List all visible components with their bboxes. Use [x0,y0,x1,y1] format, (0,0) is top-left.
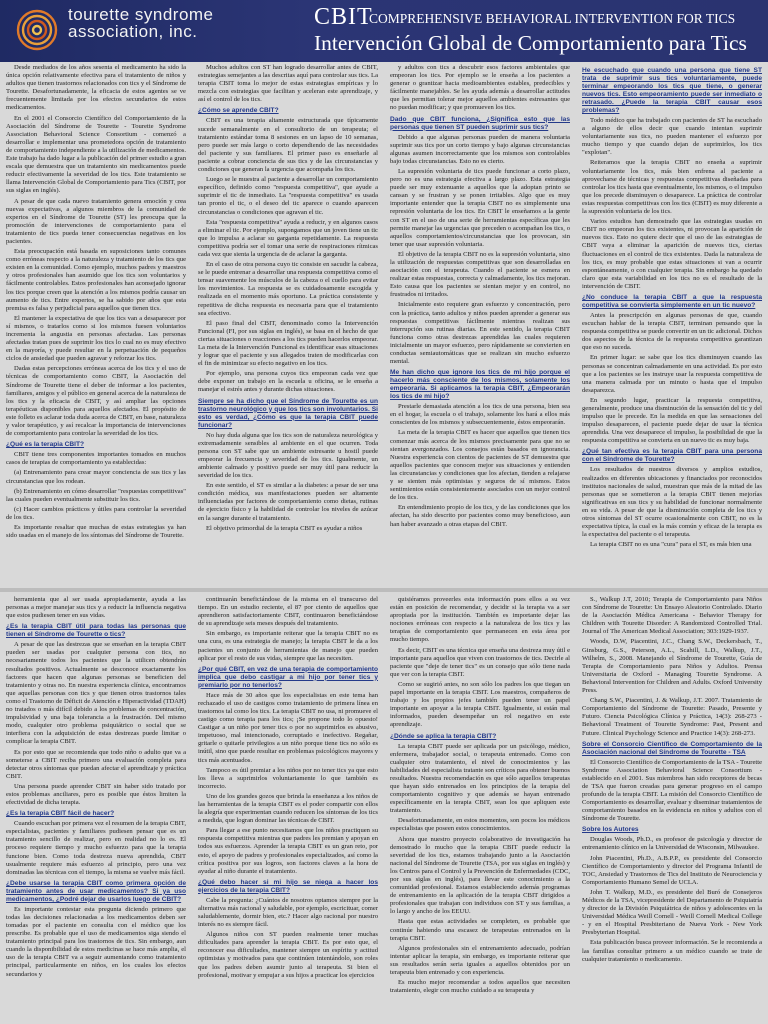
body-paragraph: Douglas Woods, Ph.D., es profesor de psicología y director de entrenamiento clínico en la Universidad de Wisconsin, Milwaukee. [582,836,762,852]
body-paragraph: Desafortunadamente, en estos momentos, son pocos los médicos especialistas que poseen estos conocimientos. [390,817,570,833]
body-paragraph: Dadas estas percepciones erróneas acerca de los tics y el uso de técnicas de comportamiento como CBIT, la Asociación del Síndrome de Tourette tiene el deber de informar a los pacientes, familiares, amigos y el público en general acerca de la naturaleza de los tics y la eficacia de CBIT, y así ampliar las opciones terapéuticas disponibles para aquellos afectados. El propósito de este folleto es aclarar toda duda acerca de CBIT, en base, naturaleza y valor terapéutico, y así recalcar la importancia de intervenciones de comportamiento para controlar la severidad de los tics. [6,365,186,438]
body-paragraph: El Consorcio Científico de Comportamiento de la TSA - Tourette Syndrome Association Behavioral Science Consortium - establecido en el 2001. Sus miembros han sido receptores de becas de TSA que fueron creadas para generar progreso en el campo profundo de la terapia CBIT. La misión del Consorcio Científico de Comportamiento es desarrollar, evaluar y diseminar tratamientos de comportamiento basados en la evidencia en niños y adultos con el Síndrome de Tourette. [582,758,762,823]
body-paragraph: Prestarle demasiada atención a los tics de una persona, bien sea en el hogar, la escuela o el trabajo, solamente los hará a ellos más conscientes de los mismos y subsecuentemente, éstos empeorarán. [390,403,570,427]
body-paragraph: quisiéramos proveerles esta información pues ellos a su vez están en posición de recomendar, y decidir si la terapia va a ser apropiada por la institución. También es importante dejar las nociones erróneas con respecto a la naturaleza de los tics y las terapias de comportamiento que permanecen en esta área por mucho tiempo. [390,596,570,644]
body-paragraph: Debido a que algunas personas pueden de manera voluntaria suprimir sus tics por un corto tiempo y bajo algunas circunstancias algunas asumen incorrectamente que los mismos son controlables bajo todas circunstancias. Esto no es cierto. [390,133,570,165]
body-paragraph: Hace más de 30 años que los especialistas en este tema han rechazado el uso de castigos como tratamiento de primera línea en trastornos tal como los tics. La terapia CBIT no usa, ni promueve el castigo como terapia para los tics; ¡Se propone todo lo opuesto! Castigar a un niño por tener tics o por no suprimirlos es abusivo, impetuoso, mal intencionado, corruptado e inefectivo. Regañar, gritarle o quitarle privilegios a un niño porque tiene tics no sólo es inútil, sino que puede resultar en problemas psicológicos mayores y tics más acentuados. [198,691,378,764]
section-heading: Sobre los Autores [582,826,639,834]
page2-column-3 [390,596,570,1024]
page1-column-4 [582,64,762,584]
body-paragraph: El objetivo de la terapia CBIT no es la supresión voluntaria, sino la utilización de respuestas competitivas que son desarrolladas en asociación con el terapeuta. Cuando el paciente se esmera en realizar estas respuestas, correcta y calmadamente, los tics mejoran. Esto causa que los pacientes se sientan mejor y en control, no frustrados ni irritados. [390,250,570,299]
cbit-title: CBIT [314,4,373,30]
body-paragraph: Woods, D.W, Piacentini, J.C., Chang S.W., Deckersbach, T., Ginsburg, G.S., Peterson, A.L., Scahill, L.D., Walkup, J.T., Wilhelm, S., 2008. Manejando el Síndrome de Tourette, Guía de Terapia de Comportamiento para Niños y Adultos. Prensa Universitaria de Oxford - Managing Tourette Syndrome. A Behavioral Intervention for Children and Adults. Oxford University Press. [582,638,762,695]
body-paragraph: El mantener la expectativa de que los tics van a desaparecer por sí mismos, o tratarlos como si los mismos fuesen voluntarios incrementa la angustia en personas afectadas. Las personas afectadas tratan pues de suprimir los tics lo cual no es muy efectivo en la mayoría, y puede resultar en la perpetuación de pequeños ciclos de ansiedad que pueden agravar y reforzar los tics. [6,314,186,363]
body-paragraph: Esta "respuesta competitiva" ayuda a reducir, y en algunos casos a eliminar el tic. Por ejemplo, supongamos que un joven tiene un tic que lo impulsa a aclarar su garganta repetidamente. La respuesta competitiva podría ser el tomar una serie de respiraciones rítmicas cada vez que sienta la urgencia de de aclarar la garganta. [198,218,378,258]
body-paragraph: herramienta que al ser usada apropiadamente, ayuda a las personas a mejor manejar sus tics y a reducir la influencia negativa que estos pudiesen tener en sus vidas. [6,596,186,620]
body-paragraph: Sin embargo, es importante reiterar que la terapia CBIT no es una cura, es una estrategia de manejo; la terapia CBIT le da a los pacientes un conjunto de herramientas de manejo que pueden aplicar por el resto de sus vidas, siempre que las necesiten. [198,630,378,662]
body-paragraph: Inicialmente esto requiere gran esfuerzo y concentración, pero con la práctica, tanto adultos y niños pueden aprender a generar sus respuestas competitivas fácilmente mientras realizan sus interrupción sus rutinas diarias. En este sentido, la terapia CBIT funciona como otras destrezas aprendidas las cuales requieren inicialmente un mayor esfuerzo, pero rápidamente se convierten en conductas semiautomáticas que se realizan sin mucho esfuerzo mental. [390,301,570,366]
body-paragraph: John T. Walkup, M.D., es presidente del Buró de Consejeros Médicos de la TSA, vicepresidente del Departamento de Psiquiatría y director de la División Psiquiátrica de niños y adolescentes en la Universidad Médica Weill Cornell - Weill Cornell Medical College - y en el Hospital Presbiteriano de Nueva York - New York Presbyterian Hospital. [582,888,762,937]
body-paragraph: John Piacentini, Ph.D., A.B.P.P., es presidente del Consorcio Científico de Comportamiento y director del Programa Infantil de TOC, Ansiedad y Trastornos de Tics del Instituto de Neurociencia y Comportamiento Humano Semel de UCLA. [582,854,762,886]
page2-column-4 [582,596,762,1024]
section-heading: ¿Qué es la terapia CBIT? [6,441,85,449]
body-paragraph: A pesar de que cada nuevo tratamiento genera emoción y crea nuevas expectativas, a algunos miembros de la comunidad de expertos en el Síndrome de Tourette (ST) les preocupa que la promoción de intervenciones de comportamiento para el tratamiento de tics pueda tener consecuencias negativas en los pacientes. [6,197,186,245]
body-paragraph: Para llegar a ese punto necesitamos que los niños practiquen su respuesta competitiva mientras que padres les premian y apoyan en todos sus esfuerzos. Aprender la terapia CBIT es un gran reto, por esto, el apoyo de padres y profesionales especializados, así como la crítica positiva por sus logros, son factores claves a la hora de ayudar al niño durante el tratamiento. [198,827,378,875]
body-paragraph: y adultos con tics a descubrir esos factores ambientales que empeoran los tics. Por ejemplo se le enseña a los pacientes a generar o grantizar hacia medioambientes estables, predecibles y fácilmente manejables. Se les ayuda además a desarrollar actitudes que les permitan tolerar mejor aquellos ambientes estresantes que no puedan modificar; y que promueven los tics. [390,64,570,112]
body-paragraph: CBIT tiene tres componentes importantes tomados en muchos casos de terapias de comportamiento ya establecidas: [6,451,186,467]
body-paragraph: En entendimiento propio de los tics, y de las condiciones que los afectan, ha sido descrito por pacientes como muy beneficioso, aun han haber avanzado a otras etapas del CBIT. [390,504,570,528]
body-paragraph: Algunos profesionales sin el entrenamiento adecuado, podrían intentar aplicar la terapia, sin embargo, es importante reiterar que sus resultados serán seria iguales a aquellos obtenidos por un terapeuta bien entrenado y con experiencia. [390,944,570,977]
body-paragraph: Cabe la pregunta: ¿Cuántos de nosotros optamos siempre por la alternativa más racional y saludable, por ejemplo, escricituar, comer saludablemente, dormir bien, etc.? Hacer algo racional por nuestro interés no es siempre fácil. [198,896,378,929]
page2-column-1 [6,596,186,1024]
body-paragraph: En primer lugar: se sabe que los tics disminuyen cuando las personas se concentran calmadamente en una actividad. Es por esto que a los pacientes se les instruye usar la respuesta competitiva de una manera calmada por un minuto o hasta que el impulso desaparezca. [582,354,762,394]
section-heading: ¿Debe usarse la terapia CBIT como primera opción de tratamiento antes de usar medicamentos? Si ya uso medicamentos, ¿Podré dejar de usarlos luego de CBIT? [6,879,186,903]
body-paragraph: No hay duda alguna que los tics son de naturaleza neurológica y extremadamente sensibles al ambiente en el que ocurren. Toda persona con ST sabe que un ambiente estresante u hostil puede empeorar la frecuencia y severidad de los tics. Igualmente, un ambiente calmado y positivo puede ser muy útil para reducir la severidad de los tics. [198,431,378,480]
body-paragraph: Es decir, CBIT es una técnica que enseña una destreza muy útil e importante para aquellos que viven con trastornos de tics. Decirle al paciente que "deje de tener tics" es un consejo que sólo tiene nada que ver con la terapia CBIT. [390,646,570,678]
section-heading: ¿Por qué CBIT, en vez de una terapia de comportamiento implica que debo castigar a mi hijo por tener tics y premiarlo por no tenerlos? [198,665,378,689]
body-paragraph: Los resultados de nuestros diversos y amplios estudios, realizados en diferentes ubicaciones y financiados por reconocidos institutos nacionales de salud, muestran que más de la mitad de las personas que se sometieron a la terapia CBIT tienen mejorías significativas en sus tics y su habilidad de funcionar normalmente en su vida. A pesar de que la disminución completa de los tics y otros síntomas del ST ocurre ocasionalmente con CBIT, no es la expectativa típica, la cual es la más común y eficaz de la terapia es la expectativa del paciente o el terapeuta. [582,466,762,539]
body-paragraph: El paso final del CBIT, denominado como la Intervención Funcional (FI, por sus siglas en inglés), se basa en el hecho de que ciertas situaciones o reacciones a los tics pueden hacerlos empeorar. La meta de la Intervención Funcional es identificar esas situaciones y lograr que el paciente y sus allegados traten de modificarlas con el fin de minimizar su efecto negativo en los tics. [198,319,378,368]
body-paragraph: La terapia CBIT puede ser aplicada por un psicólogo, médico, enfermera, trabajador social, o terapeuta entrenado. Como con cualquier otro tratamiento, el nivel de conocimientos y las habilidades del especialista tratante son críticos para obtener buenos resultados. Nuestra recomendación es que sólo aquellos terapeutas que hayan sido entrenados en los principios de la terapia del comportamiento cognitivo y que además se hayan entrenado específicamente en la terapia CBIT, sean los que apliquen este tratamiento. [390,742,570,815]
body-paragraph: S., Walkup J.T, 2010; Terapia de Comportamiento para Niños con Síndrome de Tourette: Un Ensayo Aleatorio Controlado. Diario de la Asociación Médica Americana - Behavior Therapy for Children with Tourette Disorder: A Randomized Controlled Trial. Journal of The American Medical Association; 303:1929-1937. [582,596,762,636]
body-paragraph: Todo médico que ha trabajado con pacientes de ST ha escuchado a alguno de ellos decir que cuando intentan suprimir voluntariamente sus tics, no pueden mantener el esfuerzo por mucho tiempo y que cuando dejan de suprimirlos, los tics "explotan". [582,117,762,157]
body-paragraph: La terapia CBIT no es una "cura" para el ST, es más bien una [590,541,752,549]
section-heading: ¿Dónde se aplica la terapia CBIT? [390,732,497,740]
section-heading: Me han dicho que ignore los tics de mi hijo porque el hacerlo más consciente de los mismos, solamente los empeoraría. Si aplicamos la terapia CBIT, ¿Empeorarán los tics de mi hijo? [390,369,570,401]
cbit-subtitle: COMPREHENSIVE BEHAVIORAL INTERVENTION FOR TICS [369,11,736,26]
body-paragraph: Por ejemplo, una persona cuyos tics empeoran cada vez que debe exponer un trabajo en la escuela u oficina, se le enseña a manejar el estrés antes y durante dichas situaciones. [198,370,378,394]
body-paragraph: En este sentido, el ST es similar a la diabetes: a pesar de ser una condición médica, sus manifestaciones pueden ser altamente influenciadas por factores de comportamiento como dietas, rutinas de ejercicio físico y la habilidad de controlar los niveles de azúcar en la sangre durante el tratamiento. [198,482,378,522]
section-heading: ¿Es la terapia CBIT útil para todas las personas que tienen el Síndrome de Tourette o tics? [6,623,186,639]
body-paragraph: CBIT es una terapia altamente estructurada que típicamente sucede semanalmente en el consultorio de un terapeuta; el tratamiento estándar toma 8 sesiones en un lapso de 10 semanas, pero puede ser más largo o corto dependiendo de las necesidades del paciente y sus familiares. El primer paso es enseñarle al paciente a cobrar conciencia de sus tics y de las circunstancias y condiciones que generan la urgencia que acompaña los tics. [198,117,378,174]
section-heading: ¿Qué tan efectiva es la terapia CBIT para una persona con el Síndrome de Tourette? [582,448,762,464]
body-paragraph: Es mucho mejor recomendar a todos aquellos que necesiten tratamiento, elegir con mucho cuidado a su terapeuta y [390,979,570,995]
section-heading: He escuchado que cuando una persona que tiene ST trata de suprimir sus tics voluntariamente, puede terminar empeorando los tics que tiene, o generar nuevos tics. Esto empeoramiento puede ser inmediato o retrasado. ¿Puede la terapia CBIT causar esos problemas? [582,67,762,114]
body-paragraph: Esta publicación busca proveer información. Se le recomienda a las familias consultar primero a un médico cuando se trate de cualquier tratamiento o medicamento. [582,939,762,963]
org-line-1: tourette syndrome [68,5,214,24]
section-heading: ¿Es la terapia CBIT fácil de hacer? [6,810,115,818]
body-paragraph: La supresión voluntaria de tics puede funcionar a corto plazo, pero no es una estrategia efectiva a largo plazo. Esta estrategia puede ser muy extenuante a aquellos que la adoptan printo se cansan y se frustran y se ponen irritables. Algo que es muy importante entender que la terapia CBIT no es simplemente una represión voluntaria de los tics. En CBIT le enseñamos a la gente con ST en el uso de una serie de herramientas específicas que les permite manejar las urgencias que preceden o acompañan los tics, o aquellos comportamientos/circunstancias que los provocan, sin tener que usar supresión voluntaria. [390,167,570,248]
body-paragraph: Tampoco es útil premiar a los niños por no tener tics ya que esto los lleva a suprimirlos voluntariamente lo que también es incorrecto. [198,766,378,790]
body-paragraph: La meta de la terapia CBIT es hacer que aquellos que tienen tics comenzar más acerca de los mismos precisamente para que no se sientan avergonzados. Los consejos están basados en ignorancia. Nuestra experiencia con cientos de pacientes de ST demuestra que aquellos pacientes que conocen mejor sus situaciones y entienden las circunstancias y condiciones que los afectan, tienden a relajarse y se sienten más optimistas y seguros de sí mismos. Estos sentimientos están consistentemente asociados con un mejor control de los tics. [390,429,570,502]
organization-name [68,6,214,40]
page1-column-2 [198,64,378,584]
body-paragraph: Antes la prescripción en algunas personas de que, cuando escuchan hablar de la terapia CBIT, terminan pensando que la respuesta competitiva se puede convertir en un tic adicional. Dichos dos aspectos de la técnica de la respuesta competitiva garantizan que eso no suceda. [582,311,762,352]
body-paragraph: Cuando escuchan por primera vez el resumen de la terapia CBIT, especialistas, pacientes y familiares pudiesen pensar que es un tratamiento sencillo de realizar, pero en realidad no lo es. El proceso requiere tiempo y mucho esfuerzo para que la terapia funcione bien. Como toda destreza nueva aprendida, CBIT usualmente requiere más esfuerzo al principio, pero una vez dominadas las técnicas con el tiempo, la misma se vuelve más fácil. [6,820,186,876]
header-banner [0,0,768,62]
body-paragraph: Como se sugirió antes, no son sólo los padres los que tiegan un papel importante en la terapia CBIT. Los maestros, compañeros de trabajo y los propios jefes también pueden tener un papel importante en apoyar a la terapia CBIT. Igualmente, si están mal informados, pueden desempeñar un rol negativo en este aprendizaje. [390,680,570,729]
body-paragraph: Reiteramos que la terapia CBIT no enseña a suprimir voluntariamente los tics, más bien enfrena al paciente a aprovecharse de técnicas y respuestas competitivas diseñadas para controlar los tics hasta que eventualmente, los mismos, o el impulso que los precede disminuyen o desaparece. La práctica de controlar estas respuestas competitivas con los tics (CBIT) es muy diferente a la supresión voluntaria de los tics. [582,159,762,216]
section-heading: ¿Cómo se aprende CBIT? [198,107,279,115]
org-line-2: association, inc. [68,22,198,41]
body-paragraph: Luego se le muestra al paciente a desarrollar un comportamiento específico, definido como "respuesta competitiva", que ayude a suprimir el tic de inmediato. La "respuesta competitiva" es usada tan pronto el tic, o el deseo del tic aparece o cuando aparecen circunstancias o condiciones que agravan el tic. [198,176,378,216]
page2-column-2 [198,596,378,1024]
body-paragraph: Ahora que nuestro proyecto colaborativo de investigación ha demostrado lo mucho que la terapia CBIT puede reducir la severidad de los tics, estamos trabajando junto a la Asociación nacional del Síndrome de Tourette (TSA, por sus siglas en inglés) y los Centros para el Control y la Prevención de Enfermedades (CDC, por sus siglas en inglés), para llevar este conocimiento a la comunidad profesional. Estamos estableciendo además programas de entrenamiento en la aplicación de la terapia CBIT dirigidos a profesionales que trabajan con individuos con ST y sus familias, a lo largo y ancho de los EEUU. [390,835,570,916]
body-paragraph: En segundo lugar, practicar la respuesta competitiva, generalmente, produce una disminución de la sensación del tic y del impulso que le precede. En la medida en que las sensaciones del impulso desaparecen, el paciente puede dejar de usar la técnica aprendida. Una vez desaparece el impulso, la posibilidad de que la respuesta competitiva se convierta en un nuevo tic es muy baja. [582,396,762,445]
body-paragraph: Varios estudios han demostrado que las estrategias usadas en CBIT no empeoran los tics existentes, ni provocan la aparición de nuevos tics. Esto no quiere decir que el uso de las estrategias de CBIT vaya a eliminar la aparición de nuevos tics, ciertas fluctuaciones en el control de tics existentes. Dada la naturaleza de los tics, es muy probable que estas situaciones si van a ocurrir espontáneamente, o con cualquier terapia. Sin embargo ha quedado claro que esta variabilidad en los tics no es el resultado de la intervención de CBIT. [582,218,762,290]
body-paragraph: Es importante contestar esta pregunta diciendo primero que todas las decisiones relacionadas a los medicamentos deben ser tomadas por el paciente en consulta con el médico que los prescribe. Es probable que el uso de medicamentos siga siendo el tratamiento principal para los trastornos de tics. Sin embargo, aun cuando la disponibilidad de estos medicinas se hace más amplia, el uso de la terapia CBIT va a seguir aumentando como tratamiento principal, particularmente en niños, en los cuales los efectos secundarios y [6,905,186,978]
page-divider [0,588,768,592]
section-heading: Sobre el Consorcio Científico de Comportamiento de la Asociación nacional del Síndrome de Tourette - TSA [582,740,762,756]
body-paragraph: Hasta que estas actividades se completen, es probable que continúe habiendo una escasez de terapeutas entrenados en la terapia CBIT. [390,918,570,942]
body-paragraph: Esta preocupación está basada en suposiciones tanto comunes como erróneas respecto a la naturaleza y tratamiento de los tics que existen en la comunidad. Como ejemplo, muchos padres y maestros y otros profesionales han asumido que los tics son voluntarios y fácilmente controlables. Estos profesionales han aconsejado ignorar los tics porque creen que la atención a los mismos podría causar un aumento de tics. Entre expertos, se ha sabido por años que esta premisa es falsa y perjudicial para aquellos que tienen tics. [6,248,186,312]
body-paragraph: (b) Entrenamiento en cómo desarrollar "respuestas competitivas" las cuales pueden eventualmente substituir los tics. [6,487,186,503]
section-heading: ¿No conduce la terapia CBIT a que la respuesta competitiva se convierta simplemente en un tic nuevo? [582,293,762,309]
body-paragraph: Muchos adultos con ST han logrado desarrollar antes de CBIT, estrategias semejantes a las descritas aquí para controlar sus tics. La terapia CBIT toma lo mejor de estas estrategias empíricas y lo mezcla con estrategias que facilitan y aceleran este aprendizaje, y así el control de los tics. [198,64,378,104]
page1-column-3 [390,64,570,584]
tsa-logo-icon [14,8,60,52]
body-paragraph: Una persona puede aprender CBIT sin haber sido tratado por estos problemas anciliares, pero es posible que éstos limiten la efectividad de dicha terapia. [6,782,186,807]
body-paragraph: Chang S.W., Piacentini, J. & Walkup, J.T. 2007. Tratamiento de Comportamiento del Síndrome de Tourette: Pasado, Presente y Futuro. Ciencia Psicológica Clínica y Práctica, 14(3): 268-273 - Behavioral Treatment of Tourette Syndrome: Past, Present and Future. Clinical Psychology Science and Practice 14(3): 268-273. [582,697,762,737]
section-heading: Dado que CBIT funciona, ¿Significa esto que las personas que tienen ST pueden suprimir sus tics? [390,115,570,131]
body-paragraph: Es importante resaltar que muchas de estas estrategias ya han sido usadas en el manejo de los síntomas del Síndrome de Tourette. [6,523,186,540]
body-paragraph: continuarán beneficiándose de la misma en el transcurso del tiempo. En un estudio reciente, el 87 por ciento de aquellos que aprendieron satisfactoriamente CBIT, continuaron beneficiándose de su aprendizaje seis meses después del tratamiento. [198,596,378,628]
section-heading: ¿Qué debo hacer si mi hijo se niega a hacer los ejercicios de la terapia CBIT? [198,878,378,894]
page-2 [6,596,762,1024]
body-paragraph: Algunos niños con ST pueden realmente tener muchas dificultades para aprender la terapia CBIT. Es por esto que, el reconocer esa dificultades, mantener siempre un espíritu y actitud optimistas y motivados para que continúen intentándolo, son roles que los padres deben asumir junto al terapeuta. Si bien el profesional, motivar y empujar a sus hijos a practicar los ejercicios [198,931,378,979]
body-paragraph: Es por esto que se recomienda que todo niño o adulto que va a someterse a CBIT reciba primero una evaluación completa para detectar otros síntomas que puedan afectar el aprendizaje y práctica CBIT. [6,748,186,780]
body-paragraph: Desde mediados de los años sesenta el medicamento ha sido la única opción relativamente efectiva para el tratamiento de niños y adultos que tienen trastornos relacionados con tics y el Síndrome de Tourette. Desafortunadamente, la eficacia de estos agentes se ve frecuentemente limitada por los efectos secundarios de estos medicamentos. [6,64,186,112]
body-paragraph: En el 2001 el Consorcio Científico del Comportamiento de la Asociación del Síndrome de Tourette - Tourette Syndrome Association Behavioral Science Consortium - comenzó a desarrollar e implementar una prometedora opción de tratamiento de comportamiento independiente a la utilización de medicamentos. Este trabajo ha dado lugar a la publicación del primer estudio a gran escala que demuestra que un tratamiento sin medicamentos puede reducir efectivamente la severidad de los tics. Este tratamiento se llama Intervención Global de Comportamiento para Tics (CBIT, por sus siglas en inglés). [6,114,186,195]
body-paragraph: (c) Hacer cambios prácticos y útiles para controlar la severidad de los tics. [6,505,186,521]
section-heading: Siempre se ha dicho que el Síndrome de Tourette es un trastorno neurológico y que los tics son involuntarios. Si esto es verdad, ¿Cómo es que la terapia CBIT puede funcionar? [198,397,378,429]
body-paragraph: En el caso de otra persona cuyo tic consiste en sacudir la cabeza, se le puede entrenar a desarrollar una respuesta competitiva como el tensar suavemente los músculos de la cabeza o el cuello para evitar los movimientos. La respuesta se es cuidadosamente escogida y realizada en el momento más oportuno. La práctica consistente y repetitiva de dicha respuesta es necesaria para que el tratamiento sea efectivo. [198,261,378,317]
page-1 [6,64,762,584]
page-title: Intervención Global de Comportamiento para Tics [314,31,747,55]
page1-column-1 [6,64,186,584]
body-paragraph: Uno de los grandes gozos que brinda la enseñanza a los niños de las herramientas de la terapia CBIT es el poder compartir con ellos la alegría que experimentan cuando reducen los síntomas de los tics a medida, que logran dominar las técnicas de CBIT. [198,792,378,825]
body-paragraph: El objetivo primordial de la terapia CBIT es ayudar a niños [206,524,363,532]
body-paragraph: A pesar de que las destrezas que se enseñan en la terapia CBIT pueden ser usadas por cualquier persona con tics, no necesariamente todos los pacientes que la utilicen obtendrán resultados positivos. Actualmente se desconoce exactamente los factores que hacen que algunas personas se beneficien del tratamiento y otras no. En nuestra experiencia clínica, encontramos que aquellas personas con tics y que tienen otros trastornos tales como el Trastorno de Déficit de Atención e Hiperactividad (TDAH) no tratados o más difícil debido a los problemas de concentración, impulsividad y una baja tolerancia a la frustración. Del mismo modo, cualquier otro problema psiquiátrico o social que se interfiera con la adquisición de estas destrezas puede limitar o complicar la terapia CBIT. [6,641,186,746]
body-paragraph: (a) Entrenamiento para crear mayor conciencia de sus tics y las circunstancias que los rodean. [6,469,186,485]
